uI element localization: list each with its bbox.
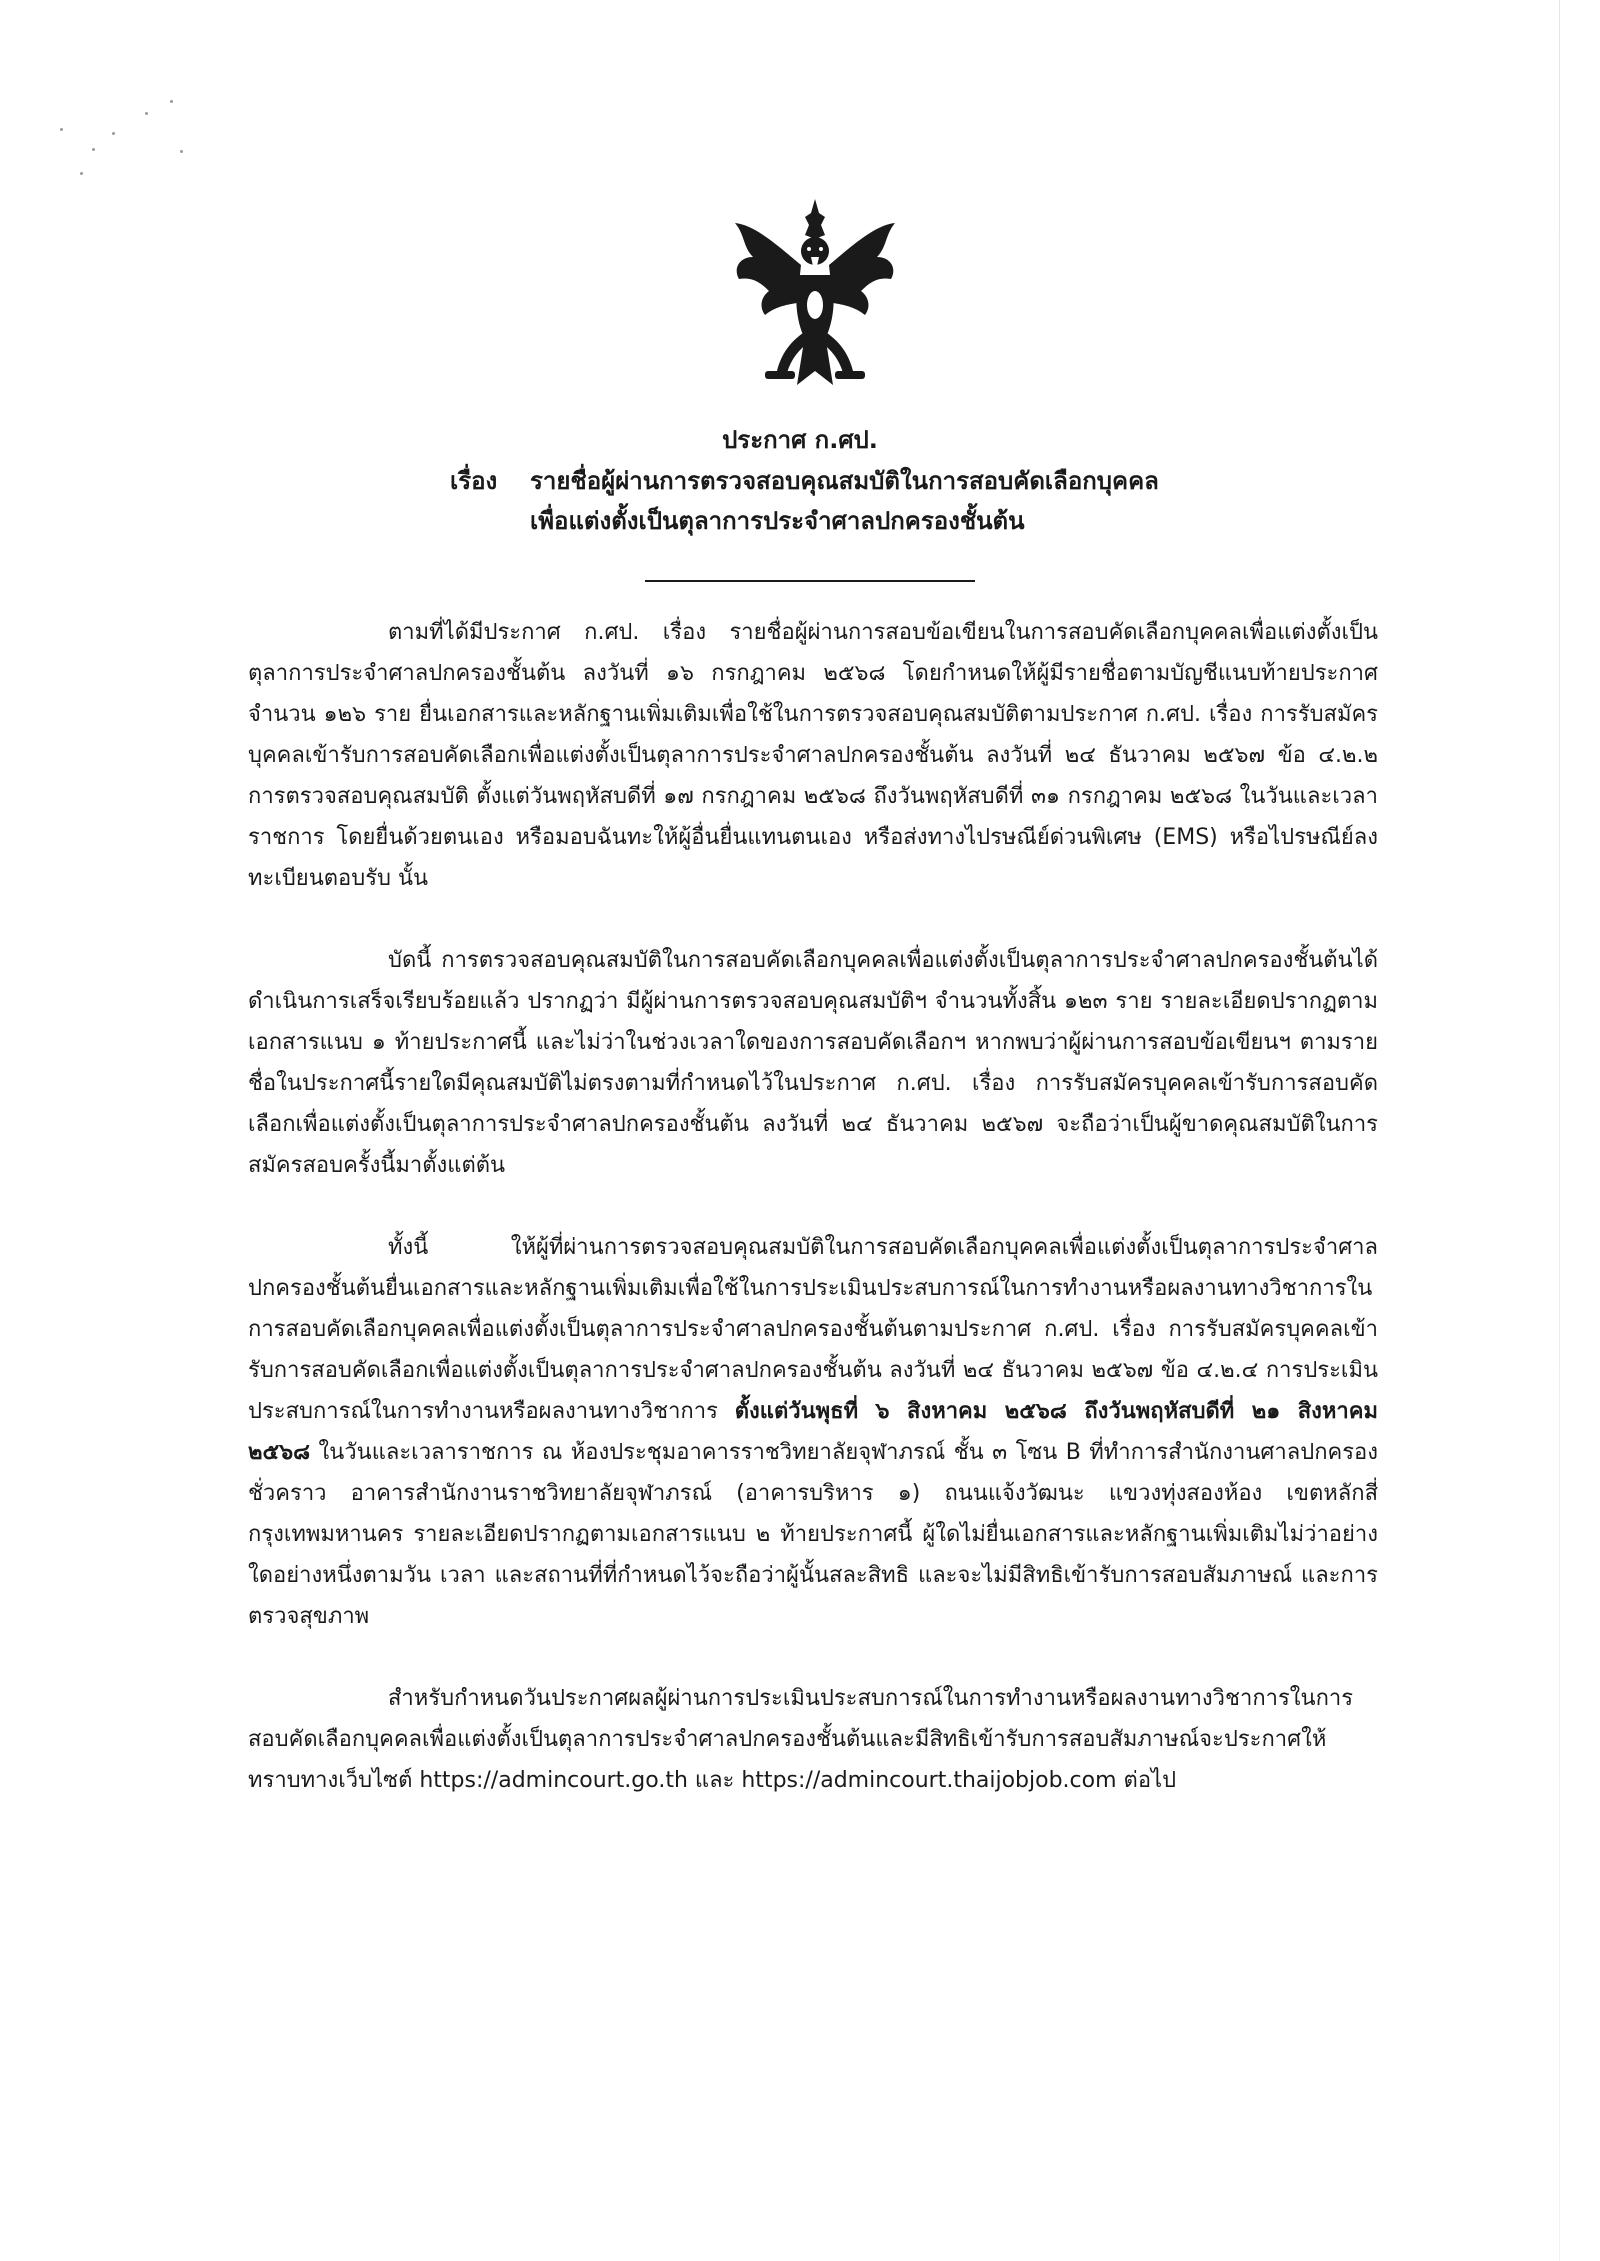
paragraph-2: บัดนี้ การตรวจสอบคุณสมบัติในการสอบคัดเลือกบุคคลเพื่อแต่งตั้งเป็นตุลาการประจำศาลปกครองชั้นต้นได้ดำเนินการเสร็จเรียบร้อยแล้ว ปรากฏว่า มีผู้ผ่านการตรวจสอบคุณสมบัติฯ จำนวนทั้งสิ้น ๑๒๓ ราย รายละเอียดปรากฏตามเอกสารแนบ ๑ ท้ายประกาศนี้ และไม่ว่าในช่วงเวลาใดของการสอบคัดเลือกฯ หากพบว่าผู้ผ่านการสอบข้อเขียนฯ ตามรายชื่อในประกาศนี้รายใดมีคุณสมบัติไม่ตรงตามที่กำหนดไว้ในประกาศ ก.ศป. เรื่อง การรับสมัครบุคคลเข้ารับการสอบคัดเลือกเพื่อแต่งตั้งเป็นตุลาการประจำศาลปกครองชั้นต้น ลงวันที่ ๒๔ ธันวาคม ๒๕๖๗ จะถือว่าเป็นผู้ขาดคุณสมบัติในการสมัครสอบครั้งนี้มาตั้งแต่ต้น: [248, 948, 1378, 1178]
speck: [112, 132, 115, 135]
paragraph-1: ตามที่ได้มีประกาศ ก.ศป. เรื่อง รายชื่อผู้ผ่านการสอบข้อเขียนในการสอบคัดเลือกบุคคลเพื่อแต่งตั้งเป็นตุลาการประจำศาลปกครองชั้นต้น ลงวันที่ ๑๖ กรกฎาคม ๒๕๖๘ โดยกำหนดให้ผู้มีรายชื่อตามบัญชีแนบท้ายประกาศ จำนวน ๑๒๖ ราย ยื่นเอกสารและหลักฐานเพิ่มเติมเพื่อใช้ในการตรวจสอบคุณสมบัติตามประกาศ ก.ศป. เรื่อง การรับสมัครบุคคลเข้ารับการสอบคัดเลือกเพื่อแต่งตั้งเป็นตุลาการประจำศาลปกครองชั้นต้น ลงวันที่ ๒๔ ธันวาคม ๒๕๖๗ ข้อ ๔.๒.๒ การตรวจสอบคุณสมบัติ ตั้งแต่วันพฤหัสบดีที่ ๑๗ กรกฎาคม ๒๕๖๘ ถึงวันพฤหัสบดีที่ ๓๑ กรกฎาคม ๒๕๖๘ ในวันและเวลาราชการ โดยยื่นด้วยตนเอง หรือมอบฉันทะให้ผู้อื่นยื่นแทนตนเอง หรือส่งทางไปรษณีย์ด่วนพิเศษ (EMS) หรือไปรษณีย์ลงทะเบียนตอบรับ นั้น: [248, 620, 1378, 891]
subject-label: เรื่อง: [450, 467, 498, 495]
speck: [180, 150, 183, 153]
submission-dates-bold: ตั้งแต่วันพุธที่ ๖ สิงหาคม ๒๕๖๘ ถึงวันพฤหัสบดีที่ ๒๑ สิงหาคม ๒๕๖๘: [248, 1399, 1378, 1465]
announcement-body: [248, 612, 1378, 1801]
speck: [170, 100, 173, 103]
speck: [92, 148, 95, 151]
speck: [145, 112, 148, 115]
paragraph-3-part-b: ในวันและเวลาราชการ ณ ห้องประชุมอาคารราชวิทยาลัยจุฬาภรณ์ ชั้น ๓ โซน B ที่ทำการสำนักงานศาลปกครองชั่วคราว อาคารสำนักงานราชวิทยาลัยจุฬาภรณ์ (อาคารบริหาร ๑) ถนนแจ้งวัฒนะ แขวงทุ่งสองห้อง เขตหลักสี่ กรุงเทพมหานคร รายละเอียดปรากฏตามเอกสารแนบ ๒ ท้ายประกาศนี้ ผู้ใดไม่ยื่นเอกสารและหลักฐานเพิ่มเติมไม่ว่าอย่างใดอย่างหนึ่งตามวัน เวลา และสถานที่ที่กำหนดไว้จะถือว่าผู้นั้นสละสิทธิ และจะไม่มีสิทธิเข้ารับการสอบสัมภาษณ์ และการตรวจสุขภาพ: [248, 1440, 1378, 1629]
notice-title: ประกาศ ก.ศป.: [722, 426, 878, 454]
scan-edge-line: [1559, 0, 1560, 2261]
paragraph-4: สำหรับกำหนดวันประกาศผลผู้ผ่านการประเมินประสบการณ์ในการทำงานหรือผลงานทางวิชาการในการสอบคัดเลือกบุคคลเพื่อแต่งตั้งเป็นตุลาการประจำศาลปกครองชั้นต้นและมีสิทธิเข้ารับการสอบสัมภาษณ์จะประกาศให้ทราบทางเว็บไซต์ https://admincourt.go.th และ https://admincourt.thaijobjob.com ต่อไป: [248, 1686, 1354, 1793]
title-divider: [645, 580, 975, 582]
subject-line-1: รายชื่อผู้ผ่านการตรวจสอบคุณสมบัติในการสอบคัดเลือกบุคคล: [530, 467, 1159, 495]
subject-line-2: เพื่อแต่งตั้งเป็นตุลาการประจำศาลปกครองชั้นต้น: [530, 507, 1025, 535]
garuda-emblem-icon: [725, 195, 905, 395]
paragraph-3: [248, 1227, 1378, 1637]
paragraph-3-part-a: ทั้งนี้ ให้ผู้ที่ผ่านการตรวจสอบคุณสมบัติในการสอบคัดเลือกบุคคลเพื่อแต่งตั้งเป็นตุลาการประจำศาลปกครองชั้นต้นยื่นเอกสารและหลักฐานเพิ่มเติมเพื่อใช้ในการประเมินประสบการณ์ในการทำงานหรือผลงานทางวิชาการในการสอบคัดเลือกบุคคลเพื่อแต่งตั้งเป็นตุลาการประจำศาลปกครองชั้นต้นตามประกาศ ก.ศป. เรื่อง การรับสมัครบุคคลเข้ารับการสอบคัดเลือกเพื่อแต่งตั้งเป็นตุลาการประจำศาลปกครองชั้นต้น ลงวันที่ ๒๔ ธันวาคม ๒๕๖๗ ข้อ ๔.๒.๔ การประเมินประสบการณ์ในการทำงานหรือผลงานทางวิชาการ: [248, 1235, 1378, 1424]
speck: [80, 172, 83, 175]
speck: [60, 128, 63, 131]
